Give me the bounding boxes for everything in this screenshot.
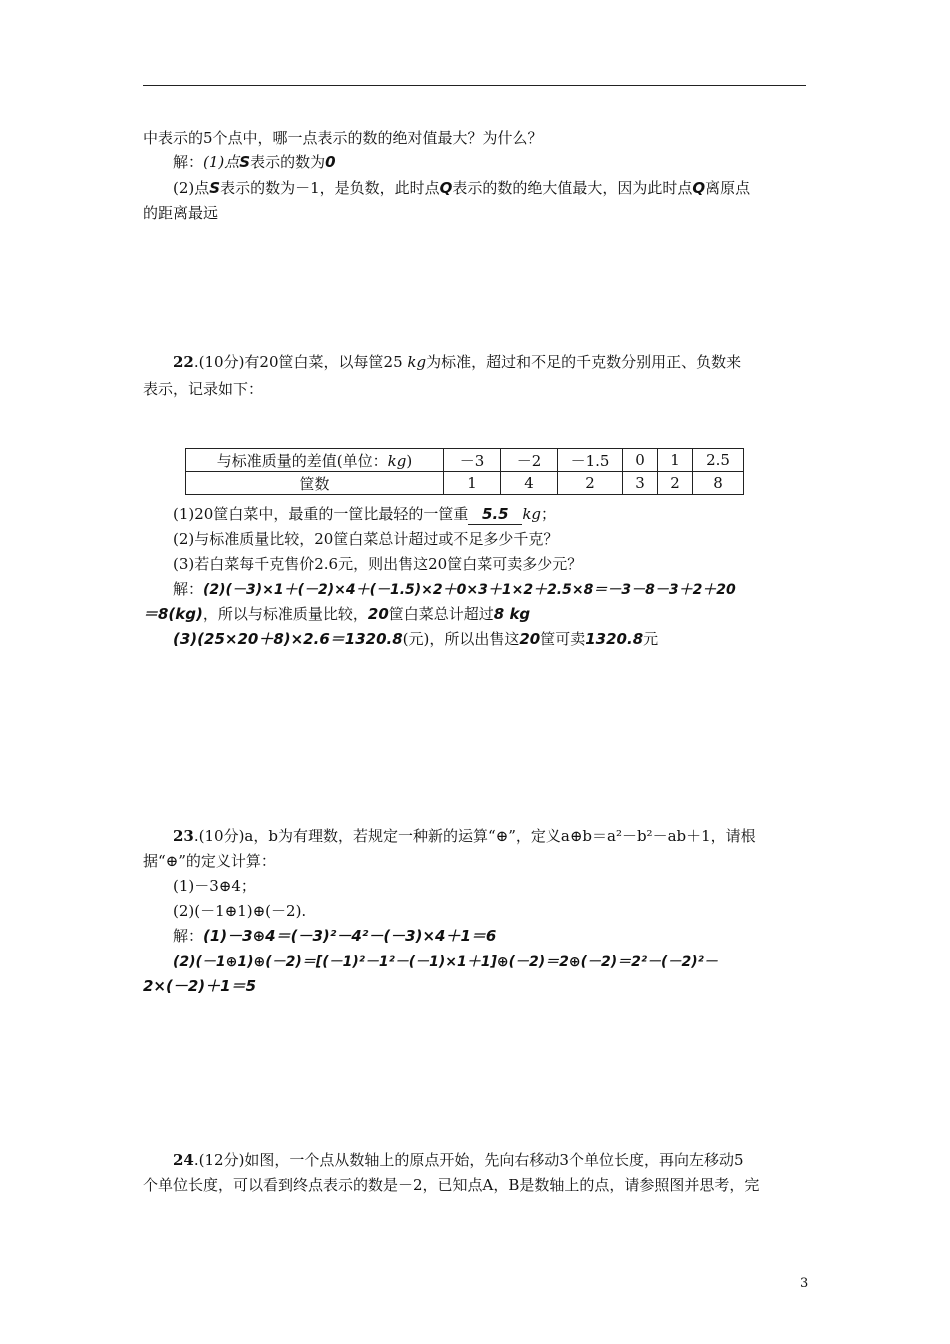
q22-solution-2: ＝8(kg)，所以与标准质量比较，20筐白菜总计超过8 kg — [143, 605, 531, 623]
table-cell: 8 — [693, 472, 744, 495]
q22-solution-3: (3)(25×20＋8)×2.6＝1320.8(元)，所以出售这20筐可卖1320.8元 — [173, 630, 659, 648]
table-header: 与标准质量的差值(单位：kg) — [186, 449, 444, 472]
table-cell: 2 — [558, 472, 623, 495]
q23-stem-2: 据“⊕”的定义计算： — [143, 852, 276, 870]
q21-continuation: 中表示的5个点中，哪一点表示的数的绝对值最大？为什么？ — [143, 129, 543, 147]
table-cell: 1 — [444, 472, 501, 495]
q22-part-3: (3)若白菜每千克售价2.6元，则出售这20筐白菜可卖多少元？ — [173, 555, 583, 573]
table-cell: 3 — [623, 472, 658, 495]
q24-stem-1: 24.(12分)如图，一个点从数轴上的原点开始，先向右移动3个单位长度，再向左移动5 — [173, 1151, 744, 1169]
q21-answer-3: 的距离最远 — [143, 204, 219, 222]
q22-table — [185, 448, 744, 495]
table-cell: 0 — [623, 449, 658, 472]
q22-stem-1: 22.(10分)有20筐白菜，以每筐25 kg为标准，超过和不足的千克数分别用正、负数来 — [173, 353, 742, 371]
table-cell: 4 — [501, 472, 558, 495]
page-number: 3 — [800, 1276, 809, 1291]
q22-part-2: (2)与标准质量比较，20筐白菜总计超过或不足多少千克？ — [173, 530, 559, 548]
q23-stem-1: 23.(10分)a，b为有理数，若规定一种新的运算“⊕”，定义a⊕b＝a²－b²－ab＋1，请根 — [173, 827, 756, 845]
table-row — [186, 449, 744, 472]
q22-solution-1: 解：(2)(－3)×1＋(－2)×4＋(－1.5)×2＋0×3＋1×2＋2.5×8＝－3－8－3＋2＋20 — [173, 580, 736, 598]
q22-stem-2: 表示，记录如下： — [143, 380, 264, 398]
table-cell: －1.5 — [558, 449, 623, 472]
q21-answer-1: 解：(1)点S表示的数为0 — [173, 153, 336, 171]
table-cell: 2 — [658, 472, 693, 495]
q23-solution-1: 解：(1)－3⊕4＝(－3)²－4²－(－3)×4＋1＝6 — [173, 927, 497, 945]
q22-part-1: (1)20筐白菜中，最重的一筐比最轻的一筐重 5.5 kg； — [173, 505, 557, 523]
q23-solution-3: 2×(－2)＋1＝5 — [143, 977, 257, 995]
table-row-label: 筐数 — [186, 472, 444, 495]
q23-solution-2: (2)(－1⊕1)⊕(－2)＝[(－1)²－1²－(－1)×1＋1]⊕(－2)＝2⊕(－2)＝2²－(－2)²－ — [173, 954, 718, 970]
q24-stem-2: 个单位长度，可以看到终点表示的数是－2，已知点A，B是数轴上的点，请参照图并思考，完 — [143, 1176, 760, 1194]
table-cell: 1 — [658, 449, 693, 472]
q21-answer-2: (2)点S表示的数为－1，是负数，此时点Q表示的数的绝大值最大，因为此时点Q离原点 — [173, 179, 751, 197]
table-cell: 2.5 — [693, 449, 744, 472]
q23-part-1: (1)－3⊕4； — [173, 877, 256, 895]
table-cell: －3 — [444, 449, 501, 472]
header-rule — [143, 85, 806, 86]
table-row — [186, 472, 744, 495]
q23-part-2: (2)(－1⊕1)⊕(－2). — [173, 902, 307, 920]
table-cell: －2 — [501, 449, 558, 472]
